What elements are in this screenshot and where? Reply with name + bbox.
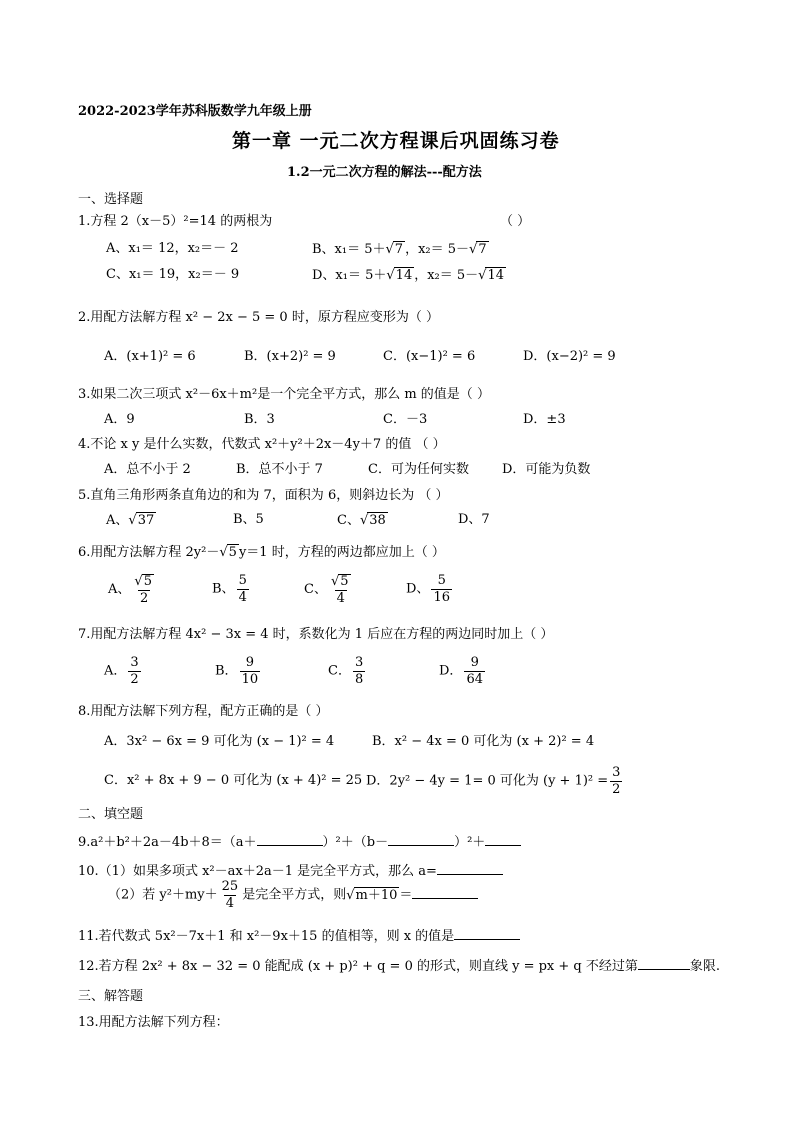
q3-option-b: B．3 bbox=[244, 412, 275, 427]
q3-stem: 3.如果二次三项式 x²－6x＋m²是一个完全平方式，那么 m 的值是（ ） bbox=[78, 387, 490, 402]
q1-d-radicand-1: 14 bbox=[395, 268, 413, 283]
q5-a-radicand: 37 bbox=[137, 513, 155, 528]
q8-option-a: A．3x² − 6x = 9 可化为 (x − 1)² = 4 bbox=[104, 734, 335, 749]
q7-option-d bbox=[439, 656, 487, 686]
q6-c-label: C、 bbox=[304, 582, 327, 598]
q10-numerator: 25 bbox=[221, 879, 239, 894]
q6-stem-radicand: 5 bbox=[228, 545, 237, 560]
document-header: 2022-2023学年苏科版数学九年级上册 bbox=[78, 104, 312, 119]
q6-option-a bbox=[108, 574, 158, 605]
fraction bbox=[329, 574, 353, 605]
q9-blank-2[interactable] bbox=[388, 833, 454, 846]
q1-b-radicand-1: 7 bbox=[394, 242, 404, 257]
q7-c-numerator: 3 bbox=[354, 655, 364, 670]
q10-denominator: 4 bbox=[225, 895, 235, 911]
fraction bbox=[431, 574, 452, 604]
q1-b-middle: ，x₂＝ 5－ bbox=[405, 242, 470, 257]
q7-option-b bbox=[215, 656, 262, 686]
q10-part-2-prefix: （2）若 y²＋my＋ bbox=[108, 887, 218, 903]
q6-option-c bbox=[304, 574, 355, 605]
q6-stem-prefix: 6.用配方法解方程 2y²－ bbox=[78, 545, 220, 560]
q9-part-2: ）²＋（b－ bbox=[322, 835, 389, 850]
q6-stem-suffix: y＝1 时，方程的两边都应加上（ ） bbox=[238, 545, 445, 560]
page-subtitle: 1.2一元二次方程的解法---配方法 bbox=[287, 165, 482, 180]
q7-b-denominator: 10 bbox=[241, 671, 259, 687]
q2-option-b: B．(x+2)² = 9 bbox=[244, 349, 336, 364]
q7-c-label: C． bbox=[328, 663, 351, 679]
q13-stem: 13.用配方法解下列方程： bbox=[78, 1015, 229, 1030]
q9-part-1: 9.a²＋b²＋2a－4b＋8＝（a＋ bbox=[78, 835, 257, 850]
q9-stem bbox=[78, 833, 521, 851]
fraction bbox=[237, 574, 249, 604]
q5-a-label: A、 bbox=[106, 513, 129, 528]
q6-option-d bbox=[406, 574, 454, 604]
q3-option-a: A．9 bbox=[104, 412, 135, 427]
sqrt-symbol: √5 bbox=[134, 574, 152, 589]
q7-option-a bbox=[104, 656, 143, 686]
section-solve: 三、解答题 bbox=[78, 989, 144, 1004]
fraction bbox=[240, 656, 261, 686]
q6-b-numerator: 5 bbox=[238, 573, 247, 588]
q6-a-numerator: 5 bbox=[143, 574, 152, 589]
q8-option-b: B．x² − 4x = 0 可化为 (x + 2)² = 4 bbox=[372, 734, 595, 749]
q6-option-b bbox=[212, 574, 251, 604]
q7-stem: 7.用配方法解方程 4x² − 3x = 4 时，系数化为 1 后应在方程的两边同时加上（ ） bbox=[78, 627, 554, 642]
q5-option-b: B、5 bbox=[233, 512, 264, 527]
q5-option-d: D、7 bbox=[458, 512, 490, 527]
q8-option-c: C．x² + 8x + 9 − 0 可化为 (x + 4)² = 25 bbox=[104, 773, 363, 788]
sqrt-symbol: √5 bbox=[330, 574, 349, 589]
q9-blank-1[interactable] bbox=[257, 833, 323, 846]
fraction bbox=[353, 656, 365, 686]
q7-d-numerator: 9 bbox=[470, 655, 479, 670]
q1-option-a: A、x₁＝ 12，x₂＝－ 2 bbox=[106, 241, 239, 256]
q4-option-d: D．可能为负数 bbox=[502, 462, 591, 477]
q1-option-b bbox=[312, 241, 489, 258]
q6-c-denominator: 4 bbox=[336, 590, 345, 606]
q9-blank-3[interactable] bbox=[485, 833, 521, 846]
q10-radicand: m＋10 bbox=[355, 887, 398, 903]
q5-option-c bbox=[337, 512, 388, 529]
fraction bbox=[464, 656, 485, 686]
q7-d-label: D． bbox=[439, 663, 463, 679]
q5-option-a bbox=[106, 512, 156, 529]
q3-option-d: D．±3 bbox=[523, 412, 566, 427]
q4-option-a: A．总不小于 2 bbox=[104, 462, 191, 477]
q7-d-denominator: 64 bbox=[466, 671, 483, 687]
q1-d-prefix: D、x₁＝ 5＋ bbox=[312, 268, 387, 283]
q12-blank[interactable] bbox=[638, 957, 690, 970]
q1-stem: 1.方程 2（x－5）²=14 的两根为 bbox=[78, 214, 273, 229]
q4-option-c: C．可为任何实数 bbox=[368, 462, 469, 477]
q10-blank-1[interactable] bbox=[437, 862, 503, 875]
fraction bbox=[128, 656, 140, 686]
q6-a-label: A、 bbox=[108, 582, 131, 598]
q5-c-label: C、 bbox=[337, 513, 360, 528]
q1-d-middle: ，x₂＝ 5－ bbox=[414, 268, 479, 283]
q10-part-2-suffix: ＝ bbox=[399, 887, 413, 903]
sqrt-symbol: √5 bbox=[219, 545, 237, 560]
q7-b-numerator: 9 bbox=[245, 655, 254, 670]
q7-option-c bbox=[328, 656, 367, 686]
q10-part-2-middle: 是完全平方式，则 bbox=[242, 887, 347, 903]
q1-option-c: C、x₁＝ 19，x₂＝－ 9 bbox=[106, 267, 240, 282]
sqrt-symbol: √7 bbox=[469, 242, 487, 257]
q6-d-label: D、 bbox=[406, 581, 430, 597]
q11-stem bbox=[78, 927, 520, 945]
q6-d-numerator: 5 bbox=[437, 573, 446, 588]
fraction bbox=[132, 574, 156, 605]
q1-d-radicand-2: 14 bbox=[487, 268, 505, 283]
section-fill-blank: 二、填空题 bbox=[78, 807, 144, 822]
q7-a-label: A． bbox=[104, 663, 127, 679]
q10-part-1-text: 10.（1）如果多项式 x²－ax＋2a－1 是完全平方式，那么 a= bbox=[78, 864, 437, 879]
q5-c-radicand: 38 bbox=[369, 513, 386, 528]
q8-d-numerator: 3 bbox=[612, 765, 621, 780]
q10-part-2 bbox=[108, 880, 478, 910]
q1-b-radicand-2: 7 bbox=[478, 242, 487, 257]
q2-option-a: A．(x+1)² = 6 bbox=[104, 349, 196, 364]
q6-stem bbox=[78, 544, 445, 561]
sqrt-symbol: √14 bbox=[478, 268, 505, 283]
q10-blank-2[interactable] bbox=[412, 886, 478, 899]
page-title: 第一章 一元二次方程课后巩固练习卷 bbox=[232, 130, 560, 152]
fraction bbox=[220, 880, 241, 910]
q8-d-denominator: 2 bbox=[612, 781, 621, 797]
q11-blank[interactable] bbox=[454, 927, 520, 940]
q6-d-denominator: 16 bbox=[433, 589, 450, 605]
fraction bbox=[610, 766, 622, 796]
q1-answer-paren: （ ） bbox=[500, 214, 531, 229]
q7-c-denominator: 8 bbox=[354, 671, 364, 687]
q8-option-d bbox=[366, 766, 624, 796]
q8-d-prefix: D．2y² − 4y = 1= 0 可化为 (y + 1)² = bbox=[366, 773, 609, 789]
q1-b-prefix: B、x₁＝ 5＋ bbox=[312, 242, 386, 257]
q3-option-c: C．－3 bbox=[383, 412, 428, 427]
q4-stem: 4.不论 x y 是什么实数，代数式 x²＋y²＋2x－4y＋7 的值 （ ） bbox=[78, 437, 446, 452]
q8-stem: 8.用配方法解下列方程，配方正确的是（ ） bbox=[78, 704, 329, 719]
q12-prefix: 12.若方程 2x² + 8x − 32 = 0 能配成 (x + p)² + q = 0 的形式，则直线 y = px + q 不经过第 bbox=[78, 959, 638, 974]
q6-a-denominator: 2 bbox=[140, 590, 149, 606]
q6-b-label: B、 bbox=[212, 581, 235, 597]
q4-option-b: B．总不小于 7 bbox=[236, 462, 323, 477]
q5-stem: 5.直角三角形两条直角边的和为 7，面积为 6，则斜边长为 （ ） bbox=[78, 488, 449, 503]
sqrt-symbol: √14 bbox=[386, 268, 413, 283]
q2-option-d: D．(x−2)² = 9 bbox=[523, 349, 616, 364]
q12-suffix: 象限. bbox=[689, 959, 721, 974]
q6-c-numerator: 5 bbox=[340, 574, 349, 589]
sqrt-symbol: √m＋10 bbox=[346, 887, 398, 903]
q11-text: 11.若代数式 5x²－7x＋1 和 x²－9x＋15 的值相等，则 x 的值是 bbox=[78, 929, 455, 944]
q7-a-denominator: 2 bbox=[130, 671, 139, 687]
q6-b-denominator: 4 bbox=[238, 589, 247, 605]
sqrt-symbol: √37 bbox=[128, 513, 155, 528]
section-choice: 一、选择题 bbox=[78, 192, 144, 207]
q12-stem bbox=[78, 957, 720, 975]
q9-part-3: ）²＋ bbox=[454, 835, 486, 850]
q2-option-c: C．(x−1)² = 6 bbox=[383, 349, 476, 364]
sqrt-symbol: √7 bbox=[385, 242, 404, 257]
q10-part-1 bbox=[78, 862, 503, 880]
sqrt-symbol: √38 bbox=[359, 513, 386, 528]
q7-a-numerator: 3 bbox=[130, 655, 139, 670]
q2-stem: 2.用配方法解方程 x² − 2x − 5 = 0 时，原方程应变形为（ ） bbox=[78, 310, 439, 325]
q1-option-d bbox=[312, 267, 506, 284]
q7-b-label: B． bbox=[215, 663, 238, 679]
